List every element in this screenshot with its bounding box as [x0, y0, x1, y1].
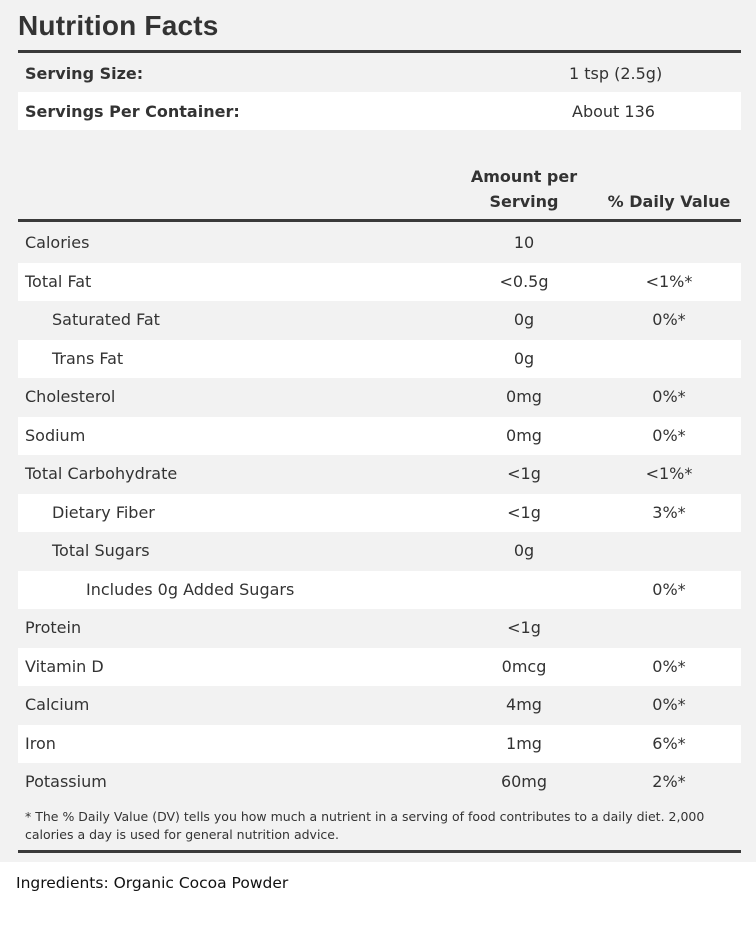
nutrient-name: Trans Fat	[52, 348, 124, 368]
nutrient-row	[18, 494, 741, 532]
nutrient-row	[18, 725, 741, 763]
nutrient-amount: 0g	[513, 541, 535, 560]
nutrient-row	[18, 301, 741, 339]
nutrient-row	[18, 571, 741, 609]
nutrient-amount: 1mg	[506, 733, 542, 753]
nutrient-amount	[454, 571, 594, 609]
nutrient-row	[18, 532, 741, 570]
nutrient-name: Total Carbohydrate	[25, 464, 178, 483]
amount-header-line2: Serving	[489, 192, 559, 211]
nutrient-row	[18, 609, 741, 647]
servings-per-container-value: About 136	[572, 101, 655, 121]
nutrient-daily-value: 0%*	[652, 425, 686, 445]
daily-value-header: % Daily Value	[607, 192, 731, 211]
nutrient-daily-value	[598, 609, 740, 647]
nutrient-daily-value: 0%*	[652, 579, 686, 599]
nutrient-daily-value: 0%*	[652, 310, 686, 329]
amount-per-serving-header	[454, 164, 594, 214]
nutrient-daily-value: 3%*	[652, 502, 686, 522]
nutrient-name: Saturated Fat	[52, 310, 160, 329]
nutrient-daily-value: <1%*	[645, 464, 693, 483]
page-title: Nutrition Facts	[18, 10, 219, 41]
nutrient-amount: <1g	[507, 618, 541, 637]
nutrient-daily-value	[598, 532, 740, 570]
nutrient-amount: <0.5g	[499, 271, 549, 291]
servings-per-container-row	[18, 92, 741, 130]
nutrient-name: Calories	[25, 233, 90, 252]
nutrient-amount: <1g	[507, 464, 541, 483]
servings-per-container-label: Servings Per Container:	[25, 101, 240, 121]
daily-value-footnote: * The % Daily Value (DV) tells you how much a nutrient in a serving of food contributes to a daily diet. 2,000 calories a day is used for general nutrition advice.	[25, 809, 705, 842]
nutrient-name: Total Fat	[25, 271, 92, 291]
nutrient-name: Sodium	[25, 425, 86, 445]
nutrient-row	[18, 417, 741, 455]
nutrient-amount: 0mg	[506, 425, 542, 445]
nutrient-daily-value: 0%*	[652, 656, 686, 676]
nutrient-row	[18, 763, 741, 801]
nutrient-row	[18, 340, 741, 378]
ingredients-text: Ingredients: Organic Cocoa Powder	[16, 874, 289, 892]
nutrient-row	[18, 224, 741, 262]
amount-header-line1: Amount per	[470, 167, 578, 186]
nutrient-daily-value: 2%*	[652, 772, 686, 791]
nutrient-row	[18, 686, 741, 724]
nutrient-name: Potassium	[25, 772, 107, 791]
nutrient-amount: 0mg	[506, 387, 542, 406]
nutrient-name: Iron	[25, 733, 56, 753]
nutrient-row	[18, 263, 741, 301]
bottom-divider	[18, 850, 741, 853]
nutrient-name: Protein	[25, 618, 82, 637]
nutrient-amount: 60mg	[500, 772, 548, 791]
header-divider	[18, 219, 741, 222]
nutrient-amount: 10	[513, 233, 535, 252]
serving-size-row	[18, 54, 741, 92]
nutrient-row	[18, 378, 741, 416]
nutrient-name: Includes 0g Added Sugars	[86, 579, 295, 599]
nutrient-row	[18, 648, 741, 686]
nutrient-daily-value: <1%*	[645, 271, 693, 291]
nutrient-name: Calcium	[25, 695, 90, 714]
nutrient-amount: 0g	[513, 310, 535, 329]
nutrient-row	[18, 455, 741, 493]
nutrient-daily-value	[598, 224, 740, 262]
nutrient-name: Total Sugars	[52, 541, 150, 560]
nutrient-daily-value: 0%*	[652, 695, 686, 714]
nutrient-amount: <1g	[507, 502, 541, 522]
nutrient-amount: 4mg	[506, 695, 542, 714]
nutrient-amount: 0g	[513, 348, 535, 368]
nutrient-name: Dietary Fiber	[52, 502, 155, 522]
nutrient-daily-value: 6%*	[652, 733, 686, 753]
title-divider	[18, 50, 741, 53]
serving-size-label: Serving Size:	[25, 63, 144, 83]
nutrient-name: Cholesterol	[25, 387, 116, 406]
nutrient-daily-value: 0%*	[652, 387, 686, 406]
nutrient-amount: 0mcg	[501, 656, 547, 676]
serving-size-value: 1 tsp (2.5g)	[569, 63, 663, 83]
nutrient-daily-value	[598, 340, 740, 378]
nutrient-name: Vitamin D	[25, 656, 104, 676]
